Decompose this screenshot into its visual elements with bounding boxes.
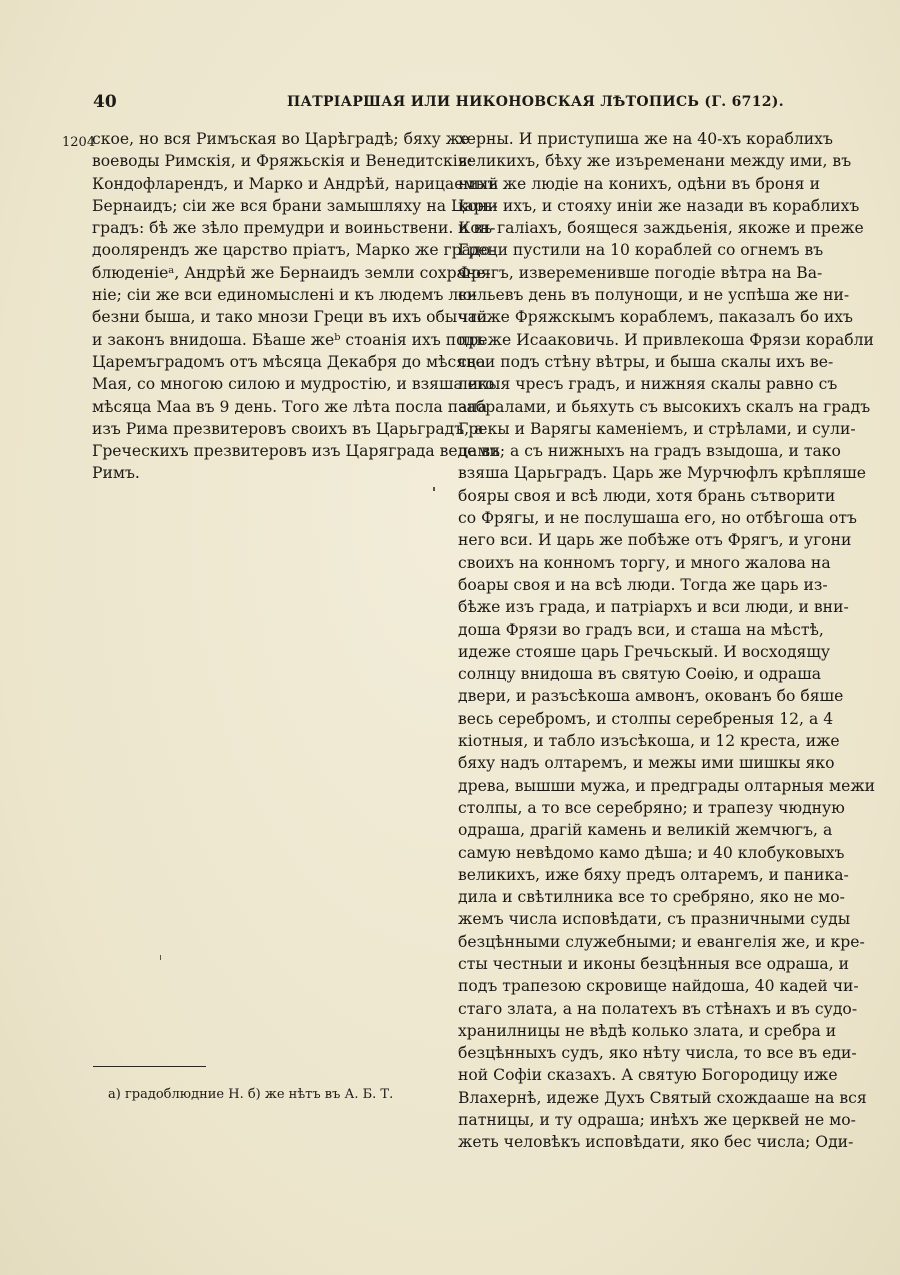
running-head: ПАТРІАРШАЯ ИЛИ НИКОНОВСКАЯ ЛѢТОПИСЬ (Г. 6712). (287, 94, 784, 110)
left-column-line: градъ: бѣ же зѣло премудри и воиньствени. Кон- (92, 219, 496, 238)
right-column-line: жемъ числа исповѣдати, съ празничными суды (458, 910, 851, 929)
left-column-line: Бернаидъ; сіи же вся брани замышляху на Царь- (92, 196, 498, 215)
page-number: 40 (93, 92, 117, 112)
right-column-line: забралами, и бьяхуть съ высокихъ скалъ на градъ (458, 397, 871, 416)
right-column-line: идеже стояше царь Гречьскый. И восходящу (458, 642, 831, 661)
left-column-line: доолярендъ же царство пріатъ, Марко же градо- (92, 241, 496, 260)
right-column-line: одраша, драгій камень и великій жемчюгъ, а (458, 821, 833, 840)
right-column-line: великихъ, иже бяху предъ олтаремъ, и паника- (458, 865, 849, 884)
left-column-line: и законъ внидоша. Бѣаше жеᵇ стоанія ихъ подъ (92, 330, 486, 349)
footnote-rule (93, 1066, 206, 1067)
right-column-line: стаго злата, а на полатехъ въ стѣнахъ и въ судо- (458, 999, 858, 1018)
left-column-line: ніе; сіи же вси единомыслені и къ людемъ лю- (92, 286, 478, 305)
right-column-line: солнцу внидоша въ святую Соѳію, и одраша (458, 665, 822, 684)
right-column-line: самую невѣдомо камо дѣша; и 40 клобуковыхъ (458, 843, 845, 862)
right-column-line: бѣже изъ града, и патріархъ и вси люди, и вни- (458, 598, 849, 617)
right-column-line: безцѣнныхъ судъ, яко нѣту числа, то все въ еди- (458, 1044, 857, 1063)
right-column-line: бояры своя и всѣ люди, хотя брань сътворити (458, 486, 836, 505)
year-margin-note: 1204 (62, 135, 96, 150)
right-column-line: ной Софіи сказахъ. А святую Богородицу иже (458, 1066, 838, 1085)
right-column-line: боары своя и на всѣ люди. Тогда же царь из- (458, 575, 828, 594)
right-column-line: и въ галіахъ, боящеся заждьенія, якоже и преже (458, 219, 864, 238)
right-column-line: доша Фрязи во градъ вси, и сташа на мѣстѣ, (458, 620, 824, 639)
right-column-line: великихъ, бѣху же изъременани между ими, въ (458, 152, 852, 171)
right-column-line: подъ трапезою скровище найдоша, 40 кадей чи- (458, 977, 859, 996)
right-column-line: Греци пустили на 10 кораблей со огнемъ въ (458, 241, 824, 260)
left-column-line: воеводы Римскія, и Фряжьскія и Венедитскія: (92, 152, 473, 171)
right-column-line: Влахернѣ, идеже Духъ Святый схождааше на вся (458, 1088, 867, 1107)
left-column-line: ское, но вся Римъская во Царѣградѣ; бяху же (92, 130, 470, 148)
page-speck (160, 955, 161, 960)
right-column-line: взяша Царьградъ. Царь же Мурчюфлъ крѣпляше (458, 464, 866, 483)
right-column-line: древа, вышши мужа, и предграды олтарныя межи (458, 776, 876, 795)
right-column-line: безцѣнными служебными; и евангелія же, и кре- (458, 932, 865, 951)
right-column-line: сильевъ день въ полунощи, и не успѣша же ни- (458, 286, 850, 305)
right-column-line: ликыя чресъ градъ, и нижняя скалы равно съ (458, 375, 838, 394)
right-column-line: свои подъ стѣну вѣтры, и быша скалы ихъ ве- (458, 352, 834, 371)
left-column (92, 128, 501, 485)
right-column-line: кони ихъ, и стояху иніи же назади въ кораблихъ (458, 196, 860, 215)
right-column (458, 128, 876, 1154)
left-column-line: Царемъградомъ отъ мѣсяца Декабря до мѣсяца (92, 352, 486, 371)
left-column-line: Римъ. (92, 464, 140, 483)
right-column-line: Фрягъ, извеременивше погодіе вѣтра на Ва- (458, 263, 823, 282)
right-column-line: него вси. И царь же побѣже отъ Фрягъ, и угони (458, 531, 852, 550)
right-column-line: патницы, и ту одраша; инѣхъ же церквей не мо- (458, 1111, 856, 1130)
right-column-line: херны. И приступиша же на 40-хъ кораблихъ (458, 130, 833, 148)
right-column-line: чтоже Фряжскымъ кораблемъ, паказалъ бо ихъ (458, 308, 853, 327)
footnote: а) градоблюдние Н. б) же нѣтъ въ А. Б. Т. (108, 1087, 394, 1102)
left-column-line: мѣсяца Маа въ 9 день. Того же лѣта посла папа (92, 397, 488, 416)
right-column-line: нихъ же людіе на конихъ, одѣни въ броня и (458, 174, 820, 193)
right-column-line: бяху надъ олтаремъ, и межы ими шишкы яко (458, 754, 835, 773)
right-column-line: своихъ на конномъ торгу, и много жалова на (458, 553, 831, 572)
right-column-line: Грекы и Варягы каменіемъ, и стрѣлами, и сули- (458, 419, 856, 438)
right-column-line: преже Исааковичь. И привлекоша Фрязи корабли (458, 330, 874, 349)
right-column-line: цами; а съ нижныхъ на градъ взыдоша, и тако (458, 442, 841, 461)
left-column-line: блюденіеᵃ, Андрѣй же Бернаидъ земли сохране- (92, 263, 491, 282)
left-column-line: Кондофларендъ, и Марко и Андрѣй, нарицаемый (92, 174, 499, 193)
right-column-line: кіотныя, и табло изъсѣкоша, и 12 креста, иже (458, 732, 840, 751)
left-column-line: изъ Рима презвитеровъ своихъ въ Царьградъ, а (92, 419, 484, 438)
right-column-line: столпы, а то все серебряно; и трапезу чюдную (458, 798, 845, 817)
left-column-line: Греческихъ презвитеровъ изъ Царяграда веде въ (92, 442, 501, 461)
right-column-line: жеть человѣкъ исповѣдати, яко бес числа; Оди- (458, 1133, 854, 1152)
right-column-line: со Фрягы, и не послушаша его, но отбѣгоша отъ (458, 509, 857, 528)
page-speck (433, 487, 435, 491)
left-column-line: безни быша, и тако мнози Греци въ ихъ обычай (92, 308, 488, 327)
right-column-line: двери, и разъсѣкоша амвонъ, окованъ бо бяше (458, 687, 844, 706)
right-column-line: дила и свѣтилника все то сребряно, яко не мо- (458, 888, 845, 907)
right-column-line: сты честныи и иконы безцѣнныя все одраша, и (458, 954, 850, 973)
left-column-line: Мая, со многою силою и мудростію, и взяша его (92, 375, 495, 394)
right-column-line: хранилницы не вѣдѣ колько злата, и сребра и (458, 1021, 837, 1040)
right-column-line: весь серебромъ, и столпы серебреныя 12, а 4 (458, 709, 834, 728)
